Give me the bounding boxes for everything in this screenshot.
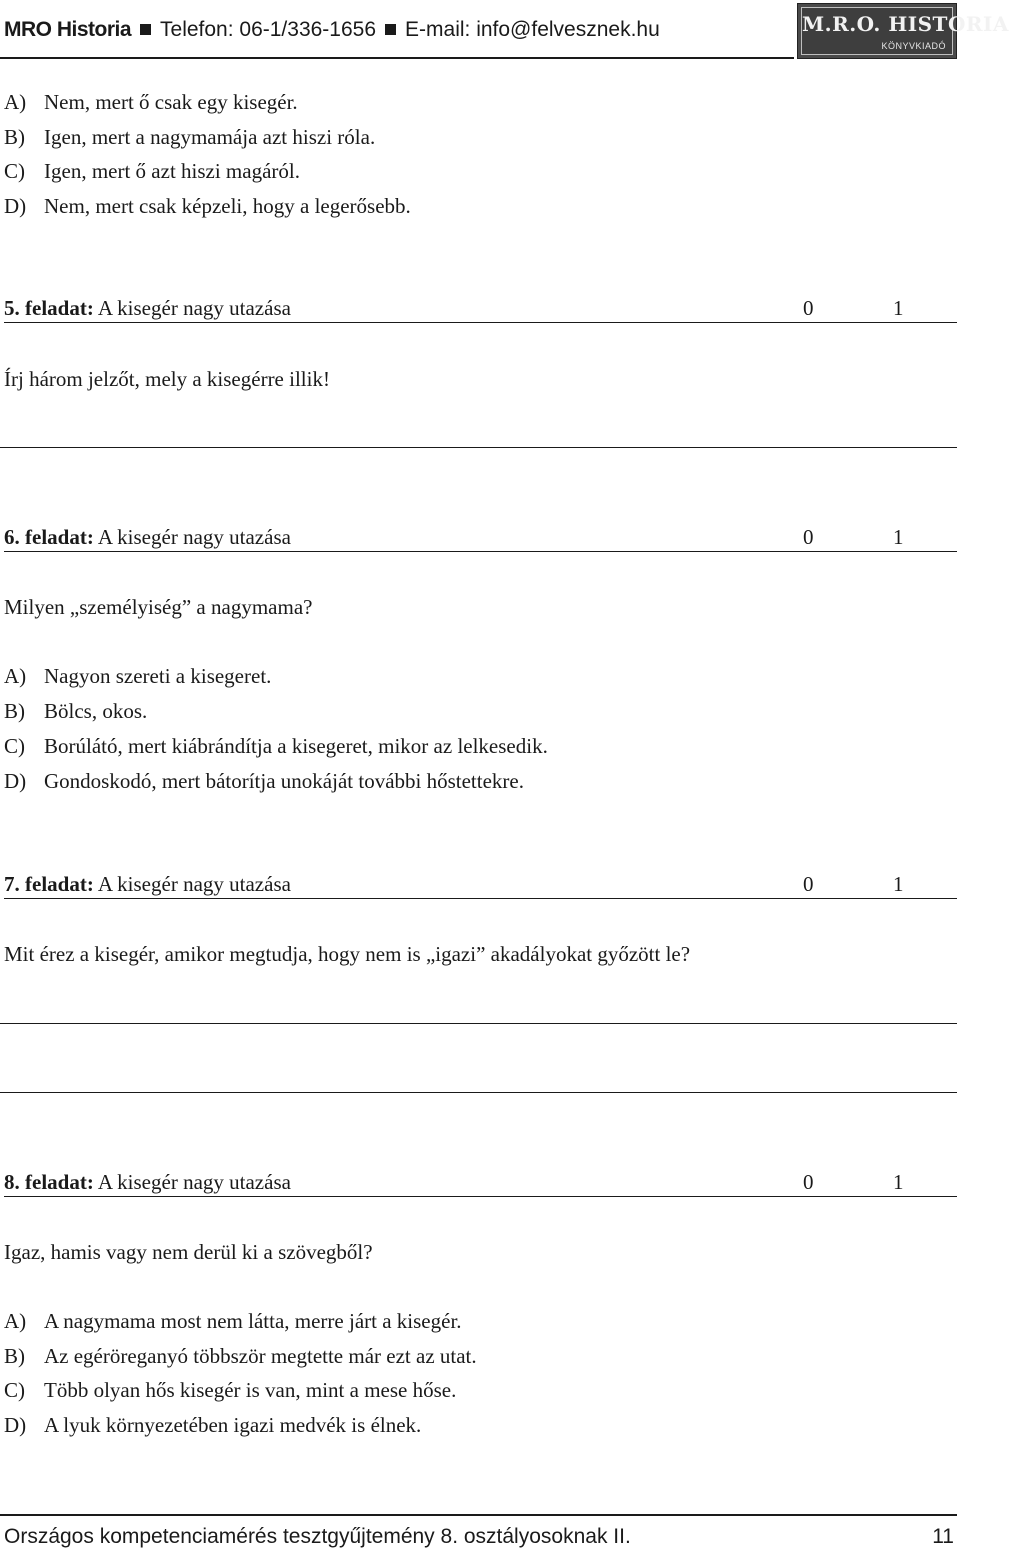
header-contact [4, 18, 660, 42]
q4-option-d: D) Nem, mert csak képzeli, hogy a legerősebb. [4, 194, 411, 218]
score-1: 1 [893, 525, 904, 549]
task-5-question: Írj három jelzőt, mely a kisegérre illik! [4, 367, 330, 391]
score-0: 0 [803, 525, 814, 549]
task-6-option-c[interactable]: C) Borúlátó, mert kiábrándítja a kisegeret, mikor az lelkesedik. [4, 734, 548, 758]
answer-line[interactable] [0, 1023, 957, 1024]
bullet-square-icon [385, 24, 396, 35]
score-0: 0 [803, 1170, 814, 1194]
page-footer [4, 1525, 954, 1549]
page-number: 11 [932, 1525, 954, 1548]
task-7-question: Mit érez a kisegér, amikor megtudja, hogy nem is „igazi” akadályokat győzött le? [4, 942, 691, 966]
score-1: 1 [893, 872, 904, 896]
task-6-heading: 6. feladat: A kisegér nagy utazása 0 1 [4, 525, 957, 552]
task-8-question: Igaz, hamis vagy nem derül ki a szövegből? [4, 1240, 373, 1264]
task-8-option-d[interactable]: D) A lyuk környezetében igazi medvék is élnek. [4, 1413, 422, 1437]
publisher-logo [797, 3, 1009, 59]
header-email: E-mail: info@felvesznek.hu [405, 18, 660, 41]
page-header [0, 0, 1009, 64]
brand-name: MRO Historia [4, 18, 132, 41]
answer-line[interactable] [0, 447, 957, 448]
score-0: 0 [803, 296, 814, 320]
task-6-option-b[interactable]: B) Bölcs, okos. [4, 699, 148, 723]
task-8-heading: 8. feladat: A kisegér nagy utazása 0 1 [4, 1170, 957, 1197]
task-7-heading: 7. feladat: A kisegér nagy utazása 0 1 [4, 872, 957, 899]
task-6-option-d[interactable]: D) Gondoskodó, mert bátorítja unokáját további hőstettekre. [4, 769, 524, 793]
q4-option-c: C) Igen, mert ő azt hiszi magáról. [4, 159, 300, 183]
task-5-heading: 5. feladat: A kisegér nagy utazása 0 1 [4, 296, 957, 323]
task-8-option-c[interactable]: C) Több olyan hős kisegér is van, mint a mese hőse. [4, 1378, 457, 1402]
q4-option-a: A) Nem, mert ő csak egy kisegér. [4, 90, 298, 114]
score-1: 1 [893, 296, 904, 320]
logo-title: M.R.O. HISTORIA [802, 12, 1009, 36]
header-divider [0, 57, 794, 59]
answer-line[interactable] [0, 1092, 957, 1093]
task-8-option-a[interactable]: A) A nagymama most nem látta, merre járt a kisegér. [4, 1309, 462, 1333]
task-6-question: Milyen „személyiség” a nagymama? [4, 595, 313, 619]
footer-title: Országos kompetenciamérés tesztgyűjtemény 8. osztályosoknak II. [4, 1525, 631, 1548]
task-8-option-b[interactable]: B) Az egéröreganyó többször megtette már ezt az utat. [4, 1344, 477, 1368]
header-phone: Telefon: 06-1/336-1656 [160, 18, 377, 41]
bullet-square-icon [140, 24, 151, 35]
score-1: 1 [893, 1170, 904, 1194]
q4-option-b: B) Igen, mert a nagymamája azt hiszi róla. [4, 125, 376, 149]
task-6-option-a[interactable]: A) Nagyon szereti a kisegeret. [4, 664, 272, 688]
logo-subtitle: KÖNYVKIADÓ [881, 41, 946, 51]
footer-divider [0, 1514, 957, 1516]
score-0: 0 [803, 872, 814, 896]
